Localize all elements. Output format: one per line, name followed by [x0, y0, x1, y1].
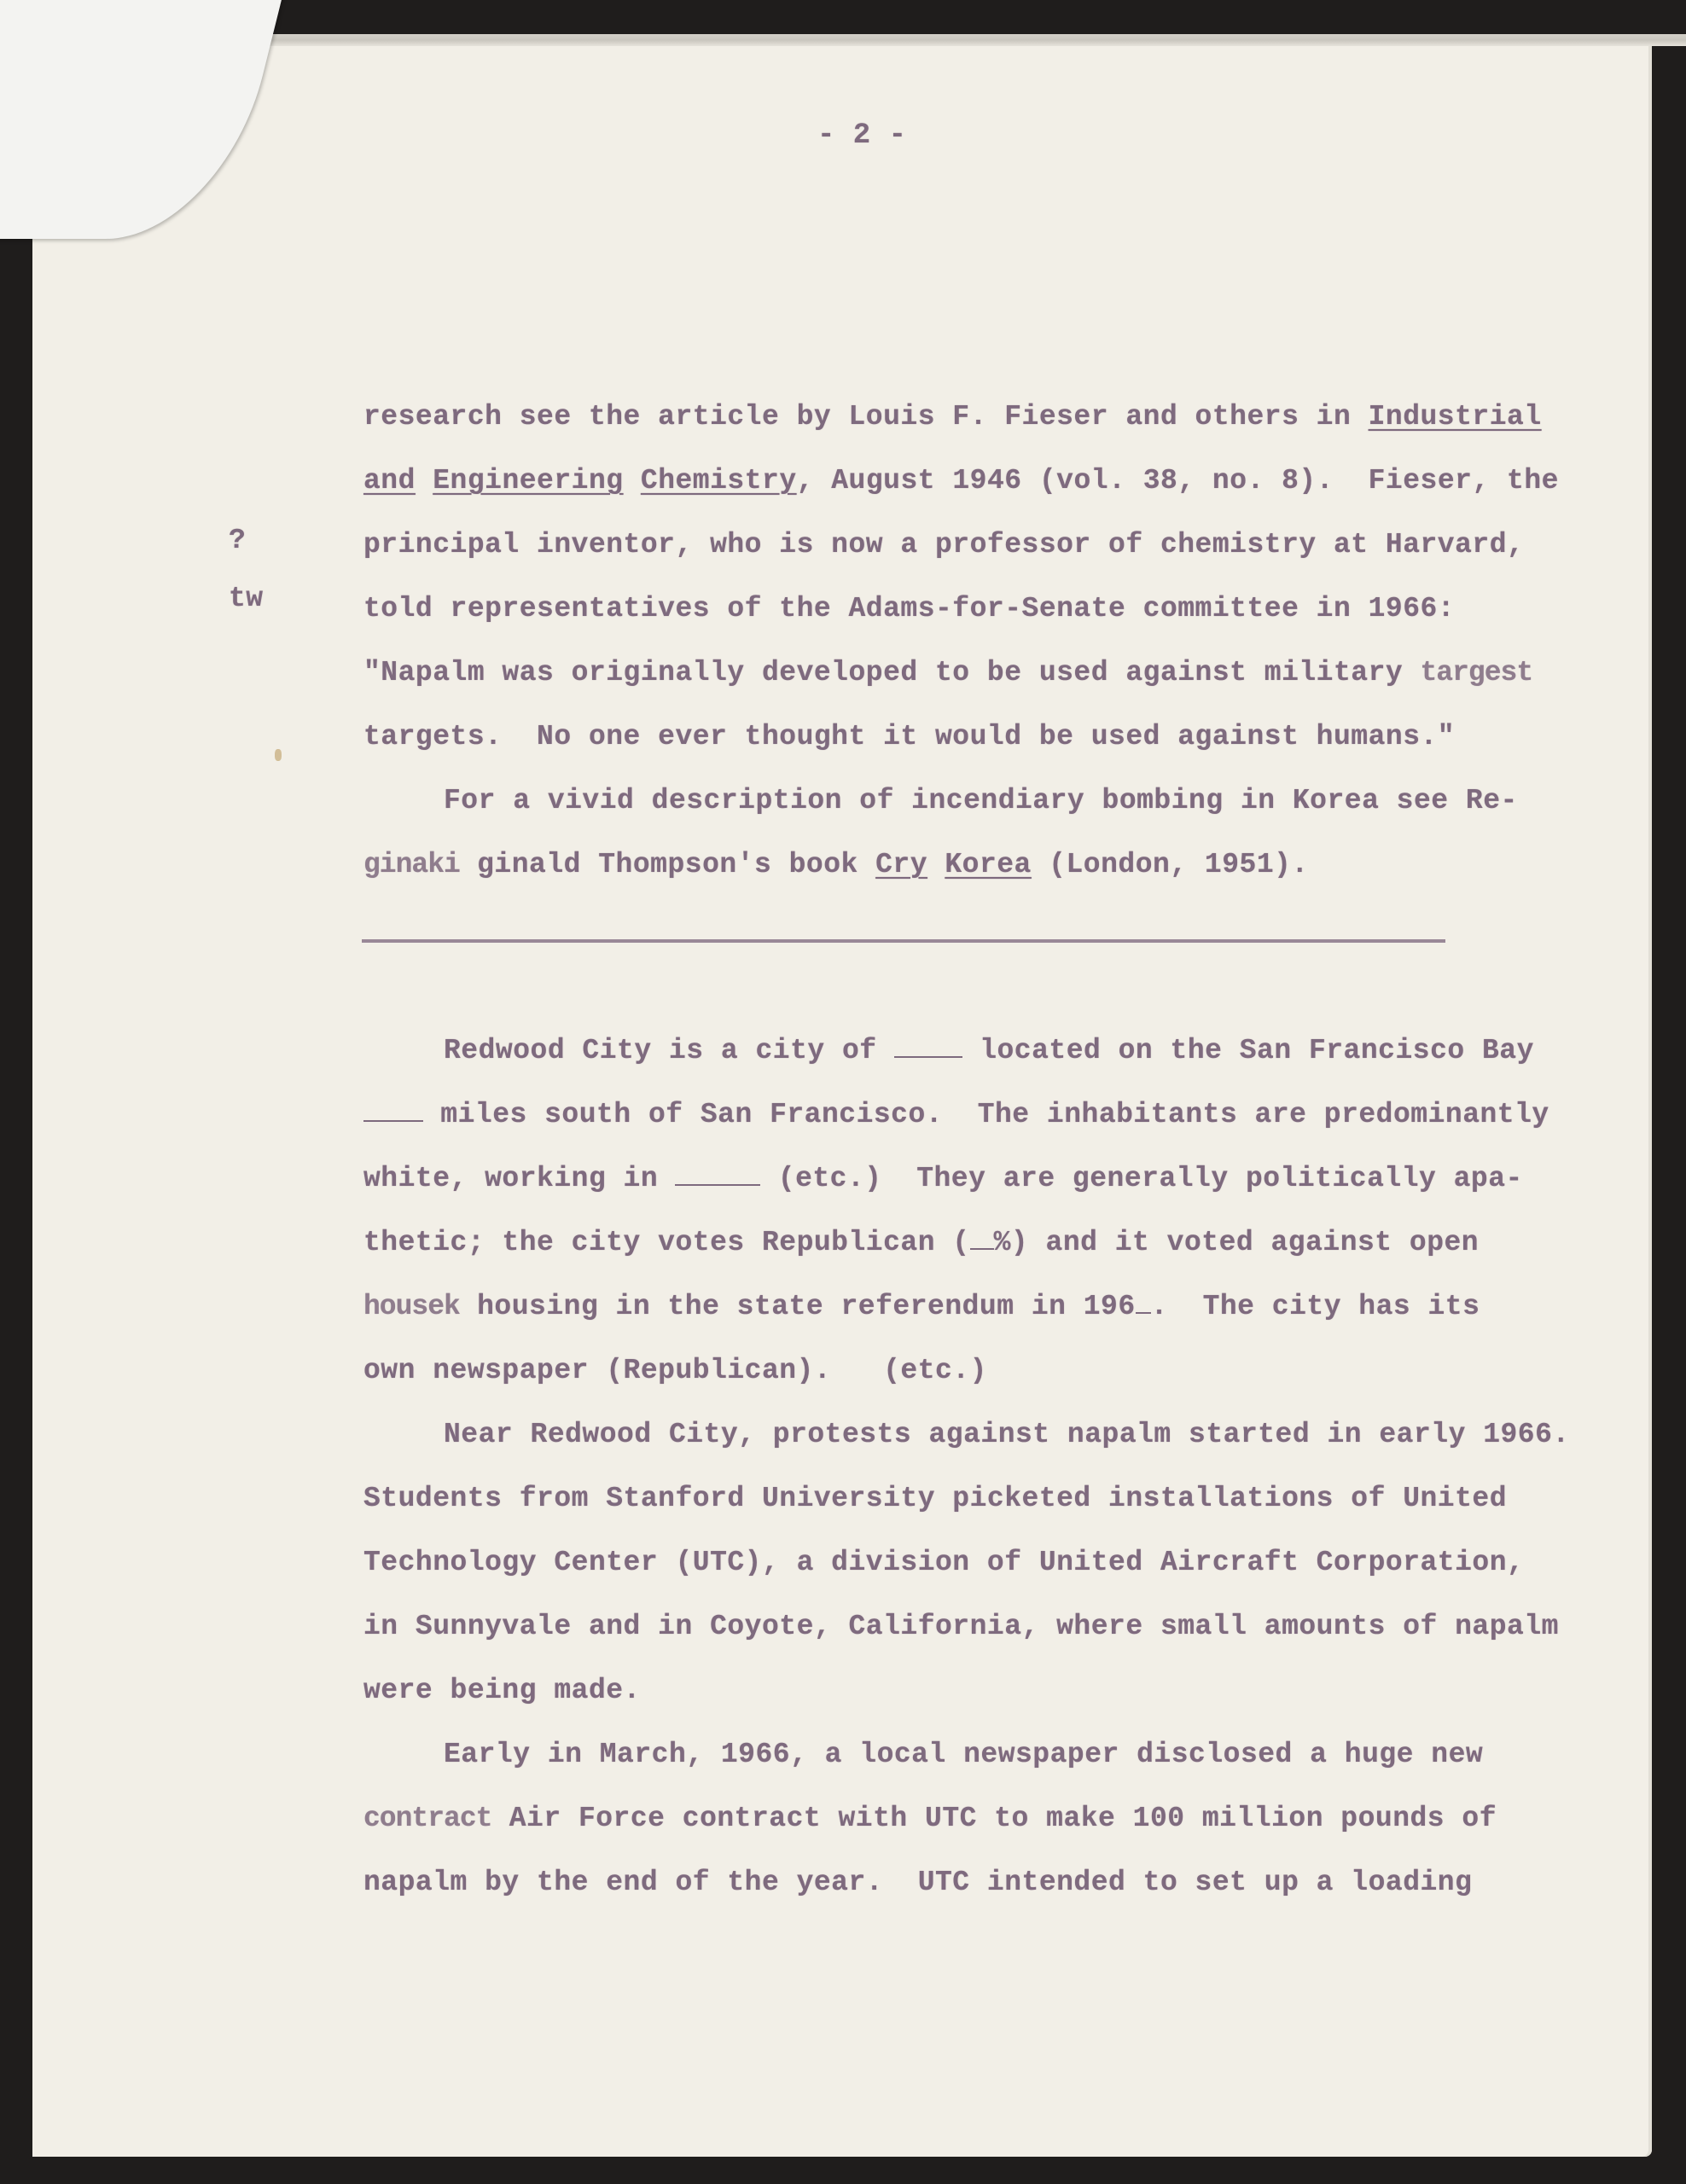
footnote-line-3: principal inventor, who is now a professor of chemistry at Harvard, — [363, 529, 1525, 561]
margin-note-initials: tw — [229, 583, 264, 614]
contract-line-2: contract Air Force contract with UTC to make 100 million pounds of — [363, 1803, 1497, 1834]
redwood-line-3: white, working in (etc.) They are generally politically apa- — [363, 1163, 1523, 1194]
protest-line-5: were being made. — [363, 1675, 641, 1706]
protest-line-4: in Sunnyvale and in Coyote, California, where small amounts of napalm — [363, 1611, 1559, 1642]
margin-note-question: ? — [229, 525, 247, 556]
contract-line-3: napalm by the end of the year. UTC intended to set up a loading — [363, 1867, 1473, 1898]
page-number: - 2 - — [817, 119, 907, 152]
struck-word: housek — [363, 1291, 460, 1322]
footnote-line-4: told representatives of the Adams-for-Senate committee in 1966: — [363, 593, 1456, 624]
fill-in-blank — [894, 1051, 962, 1058]
struck-word: contract — [363, 1803, 492, 1834]
fill-in-blank — [363, 1115, 423, 1122]
protest-line-3: Technology Center (UTC), a division of United Aircraft Corporation, — [363, 1547, 1525, 1578]
protest-line-2: Students from Stanford University picketed installations of United — [363, 1483, 1508, 1514]
section-divider — [362, 939, 1445, 943]
fill-in-blank — [970, 1243, 994, 1250]
korea-line-1: For a vivid description of incendiary bombing in Korea see Re- — [444, 785, 1518, 816]
struck-word: targest — [1420, 657, 1533, 688]
fill-in-blank — [1136, 1307, 1151, 1314]
document-page — [32, 38, 1652, 2157]
footnote-line-1: research see the article by Louis F. Fieser and others in Industrial — [363, 401, 1542, 433]
redwood-line-5: housek housing in the state referendum in 196 . The city has its — [363, 1291, 1480, 1322]
redwood-line-4: thetic; the city votes Republican ( %) and it voted against open — [363, 1227, 1480, 1258]
book-title: Cry — [875, 849, 928, 880]
korea-line-2: ginaki ginald Thompson's book Cry Korea (London, 1951). — [363, 849, 1309, 880]
contract-line-1: Early in March, 1966, a local newspaper disclosed a huge new — [444, 1739, 1484, 1770]
page-stack-edge — [67, 34, 1686, 46]
redwood-line-2: miles south of San Francisco. The inhabitants are predominantly — [363, 1099, 1549, 1130]
footnote-line-6: targets. No one ever thought it would be used against humans." — [363, 721, 1456, 752]
book-title: Korea — [945, 849, 1032, 880]
paper-stain — [275, 749, 282, 761]
footnote-line-5: "Napalm was originally developed to be used against military targest — [363, 657, 1533, 688]
protest-line-1: Near Redwood City, protests against napalm started in early 1966. — [444, 1419, 1570, 1450]
redwood-line-6: own newspaper (Republican). (etc.) — [363, 1355, 987, 1386]
redwood-line-1: Redwood City is a city of located on the San Francisco Bay — [444, 1035, 1534, 1066]
fill-in-blank — [675, 1179, 760, 1186]
struck-word: ginaki — [363, 849, 460, 880]
footnote-line-2: and Engineering Chemistry, August 1946 (vol. 38, no. 8). Fieser, the — [363, 465, 1559, 497]
